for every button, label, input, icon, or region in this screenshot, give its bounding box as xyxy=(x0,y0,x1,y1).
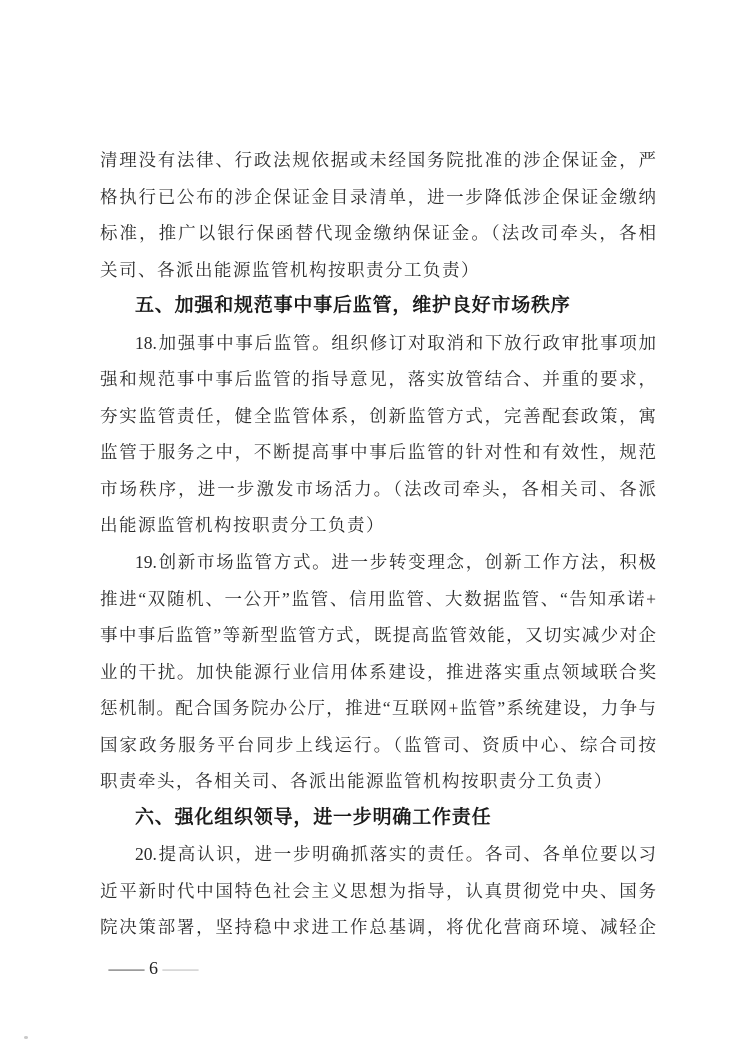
body-line: 夯实监管责任，健全监管体系，创新监管方式，完善配套政策，寓 xyxy=(100,405,656,426)
body-line: 事中事后监管”等新型监管方式，既提高监管效能，又切实减少对企 xyxy=(100,625,656,646)
body-line: 19.创新市场监管方式。进一步转变理念，创新工作方法，积极 xyxy=(135,552,656,573)
section-heading-6: 六、强化组织领导，进一步明确工作责任 xyxy=(135,806,492,828)
body-line: 清理没有法律、行政法规依据或未经国务院批准的涉企保证金，严 xyxy=(100,150,656,170)
paragraph-20 xyxy=(100,836,656,946)
document-body xyxy=(100,142,656,946)
body-line: 18.加强事中事后监管。组织修订对取消和下放行政审批事项加 xyxy=(135,332,656,353)
body-line: 业的干扰。加快能源行业信用体系建设，推进落实重点领域联合奖 xyxy=(100,661,656,682)
body-line: 近平新时代中国特色社会主义思想为指导，认真贯彻党中央、国务 xyxy=(100,880,656,901)
body-line: 监管于服务之中，不断提高事中事后监管的针对性和有效性，规范 xyxy=(100,442,656,463)
footer-dash-right: — xyxy=(162,959,199,978)
paragraph-19 xyxy=(100,544,656,800)
paragraph-18 xyxy=(100,325,656,544)
footer-dash-left: — xyxy=(108,959,145,978)
body-line: 推进“双随机、一公开”监管、信用监管、大数据监管、“告知承诺+ xyxy=(100,588,656,609)
body-line: 标准，推广以银行保函替代现金缴纳保证金。（法改司牵头，各相 xyxy=(100,223,656,244)
paragraph-previous-continuation xyxy=(100,142,656,288)
body-line: 市场秩序，进一步激发市场活力。（法改司牵头，各相关司、各派 xyxy=(100,478,656,499)
body-line: 院决策部署，坚持稳中求进工作总基调，将优化营商环境、减轻企 xyxy=(100,917,656,938)
body-line: 职责牵头，各相关司、各派出能源监管机构按职责分工负责） xyxy=(100,771,613,792)
body-line: 惩机制。配合国务院办公厅，推进“互联网+监管”系统建设，力争与 xyxy=(100,698,656,719)
body-line: 强和规范事中事后监管的指导意见，落实放管结合、并重的要求， xyxy=(100,369,656,390)
body-line: 国家政务服务平台同步上线运行。（监管司、资质中心、综合司按 xyxy=(100,734,656,755)
page-number: 6 xyxy=(149,958,158,978)
body-line: 格执行已公布的涉企保证金目录清单，进一步降低涉企保证金缴纳 xyxy=(100,186,656,207)
body-line: 20.提高认识，进一步明确抓落实的责任。各司、各单位要以习 xyxy=(135,844,656,865)
section-heading-5: 五、加强和规范事中事后监管，维护良好市场秩序 xyxy=(135,295,571,317)
body-line: 关司、各派出能源监管机构按职责分工负责） xyxy=(100,259,480,280)
scan-speck xyxy=(24,1036,28,1039)
body-line: 出能源监管机构按职责分工负责） xyxy=(100,515,385,536)
page-footer xyxy=(108,952,199,984)
